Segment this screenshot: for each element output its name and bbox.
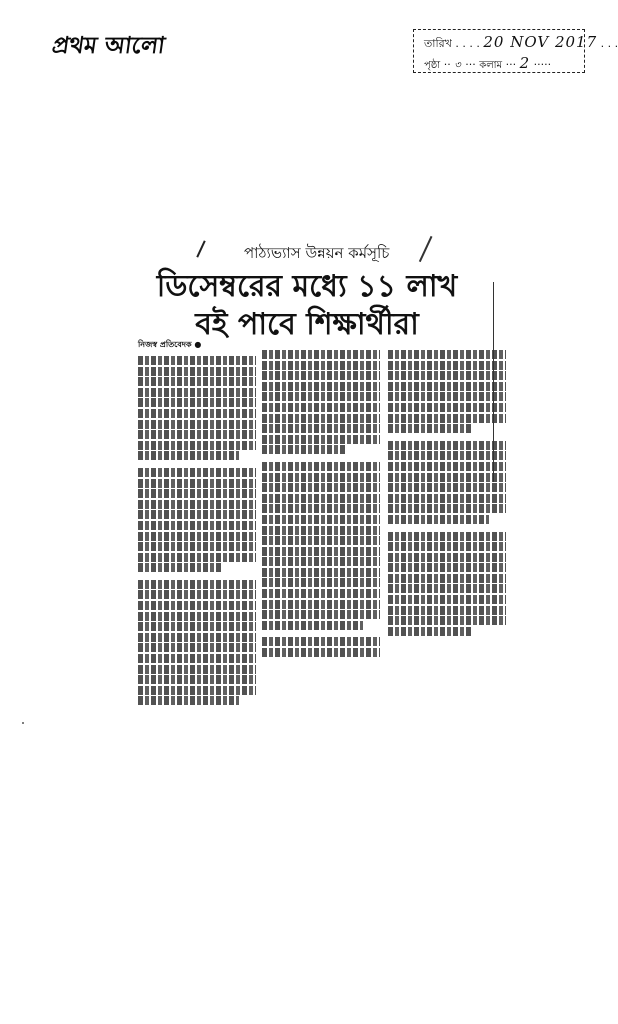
stamp-column-value: 2: [519, 54, 531, 72]
article-body-column-1: [138, 350, 256, 707]
stamp-date-row: তারিখ . . . . 20 NOV 2017 . . .: [424, 33, 618, 51]
article-kicker: পাঠ্যভ্যাস উন্নয়ন কর্মসূচি: [244, 244, 390, 262]
article-headline-line2: বই পাবে শিক্ষার্থীরা: [195, 307, 419, 342]
newspaper-masthead: প্রথম আলো: [50, 33, 167, 59]
pen-mark: [196, 240, 205, 257]
stamp-date-label: তারিখ: [424, 37, 452, 50]
article-body-column-2: [262, 350, 380, 659]
stamp-column-label: কলাম: [479, 60, 503, 71]
clipping-stamp: [413, 29, 618, 73]
stamp-date-value: 20 NOV 2017: [483, 33, 598, 51]
stamp-page-value: ৩: [454, 60, 462, 71]
scan-speck: [22, 722, 24, 724]
article-body-column-3: [388, 350, 506, 637]
stamp-page-row: পৃষ্ঠা ·· ৩ ··· কলাম ··· 2 ·····: [424, 54, 552, 72]
stamp-page-label: পৃষ্ঠা: [424, 60, 441, 71]
article-byline: নিজস্ব প্রতিবেদক ●: [138, 340, 202, 349]
article-headline-line1: ডিসেম্বরের মধ্যে ১১ লাখ: [156, 269, 458, 304]
